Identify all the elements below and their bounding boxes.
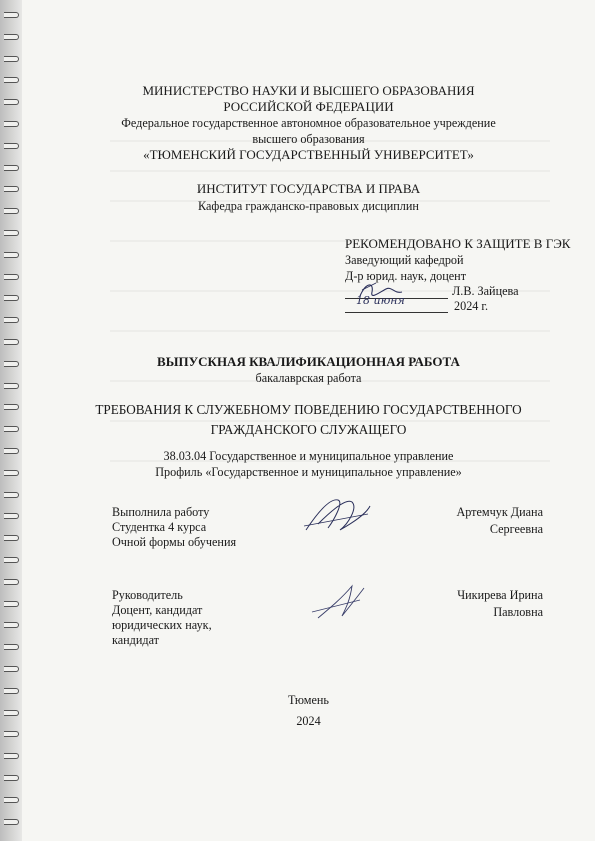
binding-ring xyxy=(4,208,19,214)
binding-ring xyxy=(4,230,19,236)
binding-ring xyxy=(4,492,19,498)
binding-ring xyxy=(4,710,19,716)
ministry-line-2: РОССИЙСКОЙ ФЕДЕРАЦИИ xyxy=(223,99,394,114)
binding-ring xyxy=(4,448,19,454)
binding-ring xyxy=(4,99,19,105)
approval-title: РЕКОМЕНДОВАНО К ЗАЩИТЕ В ГЭК xyxy=(345,236,571,251)
ministry-line-1: МИНИСТЕРСТВО НАУКИ И ВЫСШЕГО ОБРАЗОВАНИЯ xyxy=(142,83,475,98)
binding-ring xyxy=(4,77,19,83)
binding-ring xyxy=(4,165,19,171)
author-name-line-1: Артемчук Диана xyxy=(456,505,543,519)
binding-ring xyxy=(4,797,19,803)
approval-date-line xyxy=(345,312,448,313)
binding-ring xyxy=(4,579,19,585)
binding-ring xyxy=(4,295,19,301)
supervisor-label-1: Руководитель xyxy=(112,588,183,602)
author-label-1: Выполнила работу xyxy=(112,505,210,519)
footer-year: 2024 xyxy=(296,714,321,728)
binding-ring xyxy=(4,644,19,650)
work-profile: Профиль «Государственное и муниципальное управление» xyxy=(155,465,462,479)
binding-ring xyxy=(4,339,19,345)
approval-position: Заведующий кафедрой xyxy=(345,253,464,267)
binding-ring xyxy=(4,731,19,737)
institute-name: ИНСТИТУТ ГОСУДАРСТВА И ПРАВА xyxy=(196,181,421,196)
binding-ring xyxy=(4,666,19,672)
binding-ring xyxy=(4,601,19,607)
supervisor-label-3: юридических наук, xyxy=(112,618,212,632)
binding-ring xyxy=(4,121,19,127)
binding-ring xyxy=(4,622,19,628)
binding-ring xyxy=(4,753,19,759)
supervisor-name-line-1: Чикирева Ирина xyxy=(457,588,543,602)
approval-date-handwritten: 18 июня xyxy=(356,294,405,307)
binding-ring xyxy=(4,426,19,432)
supervisor-label-2: Доцент, кандидат xyxy=(112,603,203,617)
work-degree: бакалаврская работа xyxy=(255,371,362,385)
spiral-binding xyxy=(0,0,22,841)
binding-ring xyxy=(4,819,19,825)
work-specialty: 38.03.04 Государственное и муниципальное управление xyxy=(163,449,454,463)
binding-ring xyxy=(4,383,19,389)
supervisor-name-line-2: Павловна xyxy=(493,605,543,619)
supervisor-label-4: кандидат xyxy=(112,633,160,647)
binding-ring xyxy=(4,186,19,192)
binding-ring xyxy=(4,56,19,62)
binding-ring xyxy=(4,361,19,367)
author-name-line-2: Сергеевна xyxy=(489,522,543,536)
approval-year: 2024 г. xyxy=(454,299,489,313)
work-title-line-2: ГРАЖДАНСКОГО СЛУЖАЩЕГО xyxy=(210,422,407,437)
author-label-3: Очной формы обучения xyxy=(112,535,237,549)
binding-ring xyxy=(4,252,19,258)
approval-degree: Д-р юрид. наук, доцент xyxy=(345,269,467,283)
binding-ring xyxy=(4,317,19,323)
institution-line-1: Федеральное государственное автономное образовательное учреждение xyxy=(121,116,496,130)
work-title-line-1: ТРЕБОВАНИЯ К СЛУЖЕБНОМУ ПОВЕДЕНИЮ ГОСУДАРСТВЕННОГО xyxy=(95,402,522,417)
binding-ring xyxy=(4,535,19,541)
binding-ring xyxy=(4,34,19,40)
binding-ring xyxy=(4,12,19,18)
binding-ring xyxy=(4,404,19,410)
binding-ring xyxy=(4,513,19,519)
approval-head-name: Л.В. Зайцева xyxy=(452,284,519,298)
footer-city: Тюмень xyxy=(288,693,329,707)
binding-ring xyxy=(4,557,19,563)
work-type: ВЫПУСКНАЯ КВАЛИФИКАЦИОННАЯ РАБОТА xyxy=(157,354,460,369)
author-label-2: Студентка 4 курса xyxy=(112,520,207,534)
department-name: Кафедра гражданско-правовых дисциплин xyxy=(198,199,419,213)
binding-ring xyxy=(4,470,19,476)
binding-ring xyxy=(4,688,19,694)
binding-ring xyxy=(4,775,19,781)
supervisor-signature-icon xyxy=(0,0,1,1)
binding-ring xyxy=(4,274,19,280)
institution-line-2: высшего образования xyxy=(252,132,365,146)
binding-ring xyxy=(4,143,19,149)
university-name: «ТЮМЕНСКИЙ ГОСУДАРСТВЕННЫЙ УНИВЕРСИТЕТ» xyxy=(143,147,474,162)
